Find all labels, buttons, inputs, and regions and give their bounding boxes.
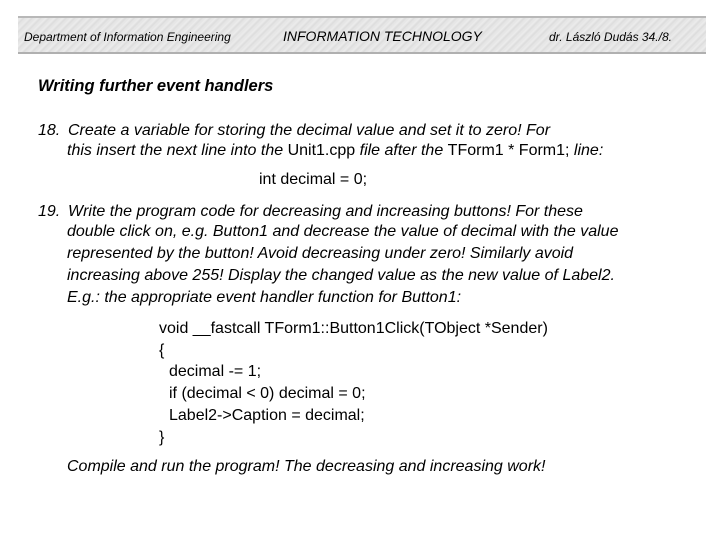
item19-text-line1: Write the program code for decreasing and increasing buttons! For these (68, 203, 583, 220)
item19-line5: E.g.: the appropriate event handler function for Button1: (67, 289, 462, 306)
code-line-decrement: decimal -= 1; (169, 363, 262, 380)
item19-line3: represented by the button! Avoid decreasing under zero! Similarly avoid (67, 245, 574, 262)
course-title: INFORMATION TECHNOLOGY (283, 28, 482, 44)
item18-line2 (67, 142, 603, 160)
code-line-open-brace: { (159, 342, 165, 359)
code-line-clamp: if (decimal < 0) decimal = 0; (169, 385, 366, 402)
item18-line1 (38, 120, 550, 141)
code-line-caption: Label2->Caption = decimal; (169, 407, 365, 424)
item19-line1 (38, 201, 583, 222)
slide-title: Writing further event handlers (38, 77, 274, 95)
item18-text-line1: Create a variable for storing the decimal value and set it to zero! For (68, 122, 551, 139)
item18-text-c: file after the (355, 142, 448, 159)
item18-filename: Unit1.cpp (287, 142, 356, 159)
item19-number: 19. (38, 203, 61, 220)
code-line-close-brace: } (159, 429, 165, 446)
item18-text-a: this insert the next line into the (67, 142, 288, 159)
closing-sentence: Compile and run the program! The decreasing and increasing work! (67, 458, 546, 475)
item19-line2: double click on, e.g. Button1 and decrease the value of decimal with the value (67, 223, 619, 240)
item18-code-inline: TForm1 * Form1; (447, 142, 570, 159)
item18-number: 18. (38, 122, 61, 139)
item19-line4: increasing above 255! Display the changed value as the new value of Label2. (67, 267, 615, 284)
item18-code: int decimal = 0; (259, 171, 368, 188)
item18-text-e: line: (569, 142, 604, 159)
author-page-label: dr. László Dudás 34./8. (549, 30, 672, 44)
code-line-signature: void __fastcall TForm1::Button1Click(TObject *Sender) (159, 320, 548, 337)
department-label: Department of Information Engineering (24, 30, 231, 44)
